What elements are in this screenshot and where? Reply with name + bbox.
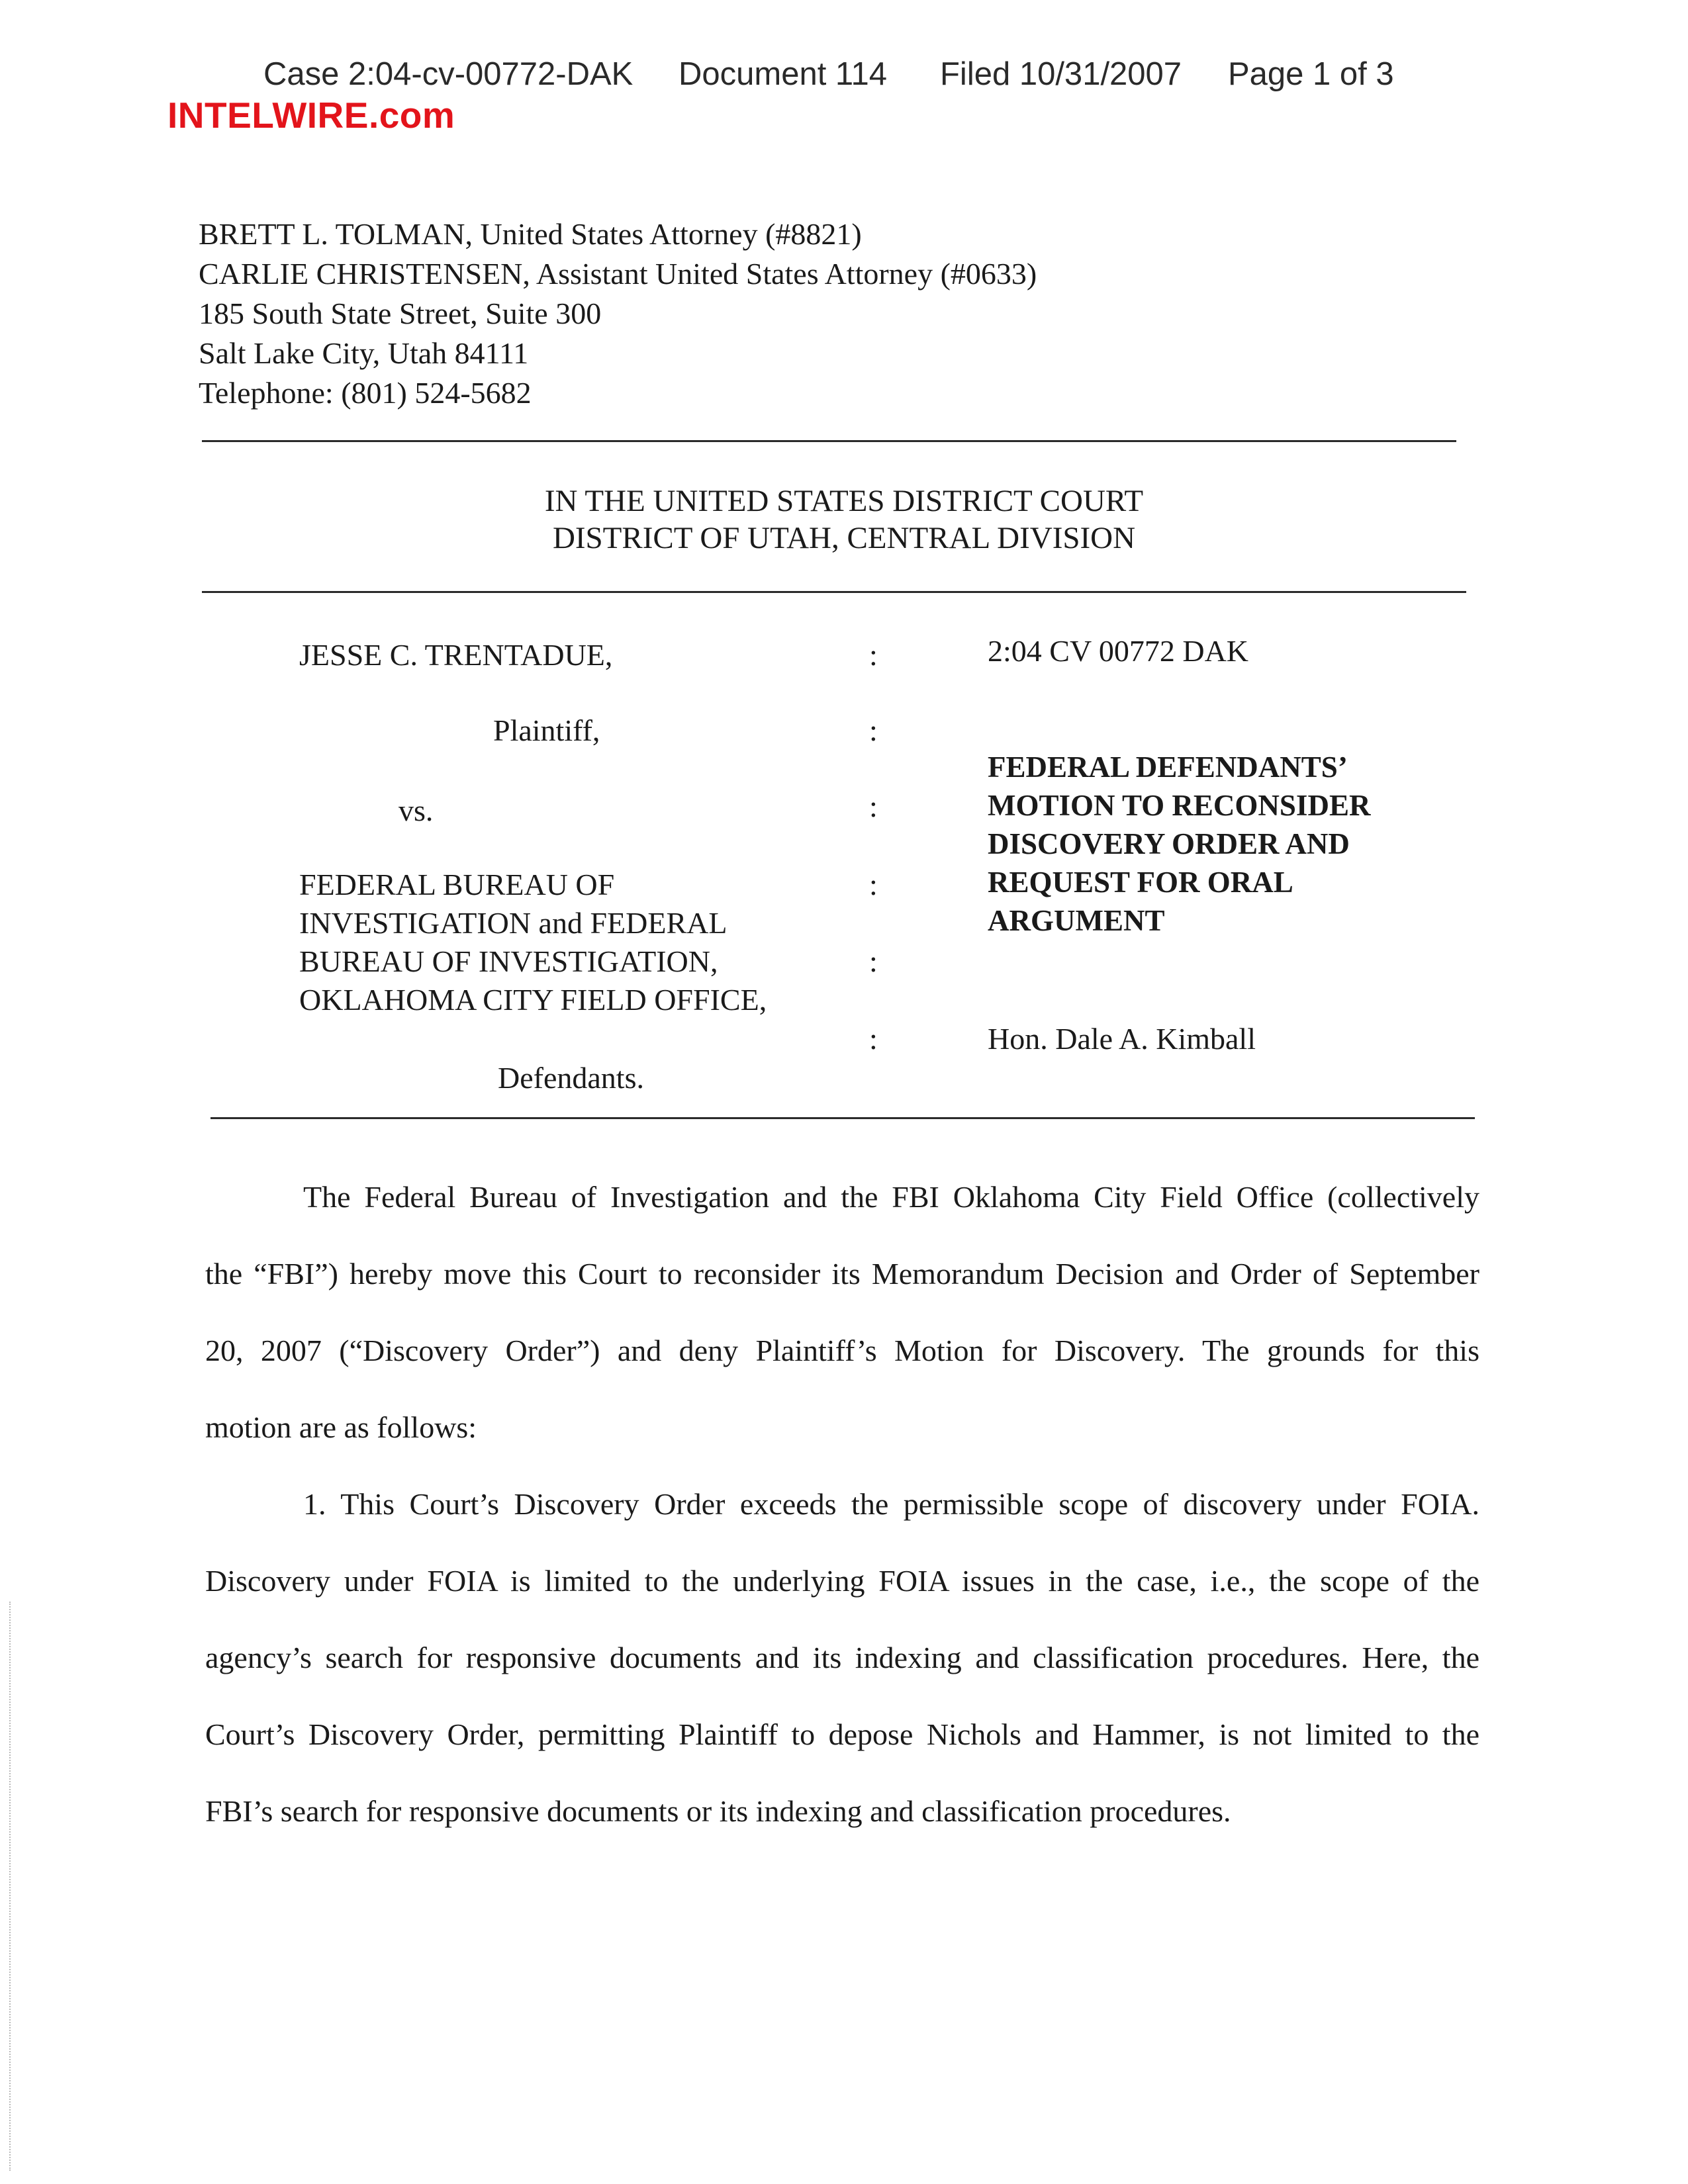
motion-title-line: REQUEST FOR ORAL bbox=[988, 866, 1293, 899]
filed-date: Filed 10/31/2007 bbox=[940, 56, 1182, 92]
court-name: IN THE UNITED STATES DISTRICT COURT bbox=[544, 484, 1144, 518]
body-text-line: Court’s Discovery Order, permitting Plaintiff to depose Nichols and Hammer, is not limited to the bbox=[205, 1717, 1479, 1751]
caption-separator: : bbox=[869, 638, 878, 672]
caption-separator: : bbox=[869, 868, 878, 901]
motion-title-line: ARGUMENT bbox=[988, 904, 1165, 937]
body-text-line: 20, 2007 (“Discovery Order”) and deny Plaintiff’s Motion for Discovery. The grounds for this bbox=[205, 1334, 1479, 1367]
body-text-line: agency’s search for responsive documents and its indexing and classification procedures. Here, the bbox=[205, 1641, 1479, 1674]
defendant-name: INVESTIGATION and FEDERAL bbox=[299, 906, 727, 940]
versus-label: vs. bbox=[399, 794, 434, 827]
body-text-line: the “FBI”) hereby move this Court to reconsider its Memorandum Decision and Order of September bbox=[205, 1257, 1479, 1291]
address-line: 185 South State Street, Suite 300 bbox=[199, 296, 602, 330]
plaintiff-name: JESSE C. TRENTADUE, bbox=[299, 638, 613, 672]
divider bbox=[202, 440, 1456, 442]
caption-separator: : bbox=[869, 790, 878, 823]
motion-title-line: FEDERAL DEFENDANTS’ bbox=[988, 751, 1348, 784]
defendant-name: OKLAHOMA CITY FIELD OFFICE, bbox=[299, 983, 767, 1017]
judge-name: Hon. Dale A. Kimball bbox=[988, 1022, 1256, 1056]
body-text-line: FBI’s search for responsive documents or its indexing and classification procedures. bbox=[205, 1794, 1231, 1828]
case-number: Case 2:04-cv-00772-DAK bbox=[263, 56, 633, 92]
divider bbox=[211, 1117, 1475, 1119]
intelwire-watermark: INTELWIRE.com bbox=[167, 95, 455, 136]
body-text-line: Discovery under FOIA is limited to the underlying FOIA issues in the case, i.e., the scope of the bbox=[205, 1564, 1479, 1598]
defendant-name: FEDERAL BUREAU OF bbox=[299, 868, 615, 901]
attorney-line: BRETT L. TOLMAN, United States Attorney (#8821) bbox=[199, 217, 862, 251]
page-count: Page 1 of 3 bbox=[1228, 56, 1394, 92]
attorney-line: CARLIE CHRISTENSEN, Assistant United States Attorney (#0633) bbox=[199, 257, 1037, 291]
caption-separator: : bbox=[869, 1022, 878, 1056]
motion-title-line: DISCOVERY ORDER AND bbox=[988, 827, 1350, 860]
defendant-name: BUREAU OF INVESTIGATION, bbox=[299, 944, 718, 978]
motion-title bbox=[988, 748, 1370, 940]
plaintiff-label: Plaintiff, bbox=[493, 713, 600, 747]
caption-separator: : bbox=[869, 944, 878, 978]
document-number: Document 114 bbox=[679, 56, 888, 92]
body-text-line: The Federal Bureau of Investigation and the FBI Oklahoma City Field Office (collectively bbox=[303, 1180, 1479, 1214]
body-text-line: motion are as follows: bbox=[205, 1410, 477, 1444]
motion-title-line: MOTION TO RECONSIDER bbox=[988, 789, 1371, 822]
scan-artifact bbox=[9, 1602, 12, 2171]
caption-separator: : bbox=[869, 713, 878, 747]
defendant-label: Defendants. bbox=[498, 1061, 644, 1095]
address-line: Salt Lake City, Utah 84111 bbox=[199, 336, 529, 370]
divider bbox=[202, 591, 1466, 593]
court-division: DISTRICT OF UTAH, CENTRAL DIVISION bbox=[552, 521, 1136, 555]
body-text-line: 1. This Court’s Discovery Order exceeds the permissible scope of discovery under FOIA. bbox=[303, 1487, 1479, 1521]
case-number-caption: 2:04 CV 00772 DAK bbox=[988, 634, 1249, 668]
telephone-line: Telephone: (801) 524-5682 bbox=[199, 376, 532, 410]
